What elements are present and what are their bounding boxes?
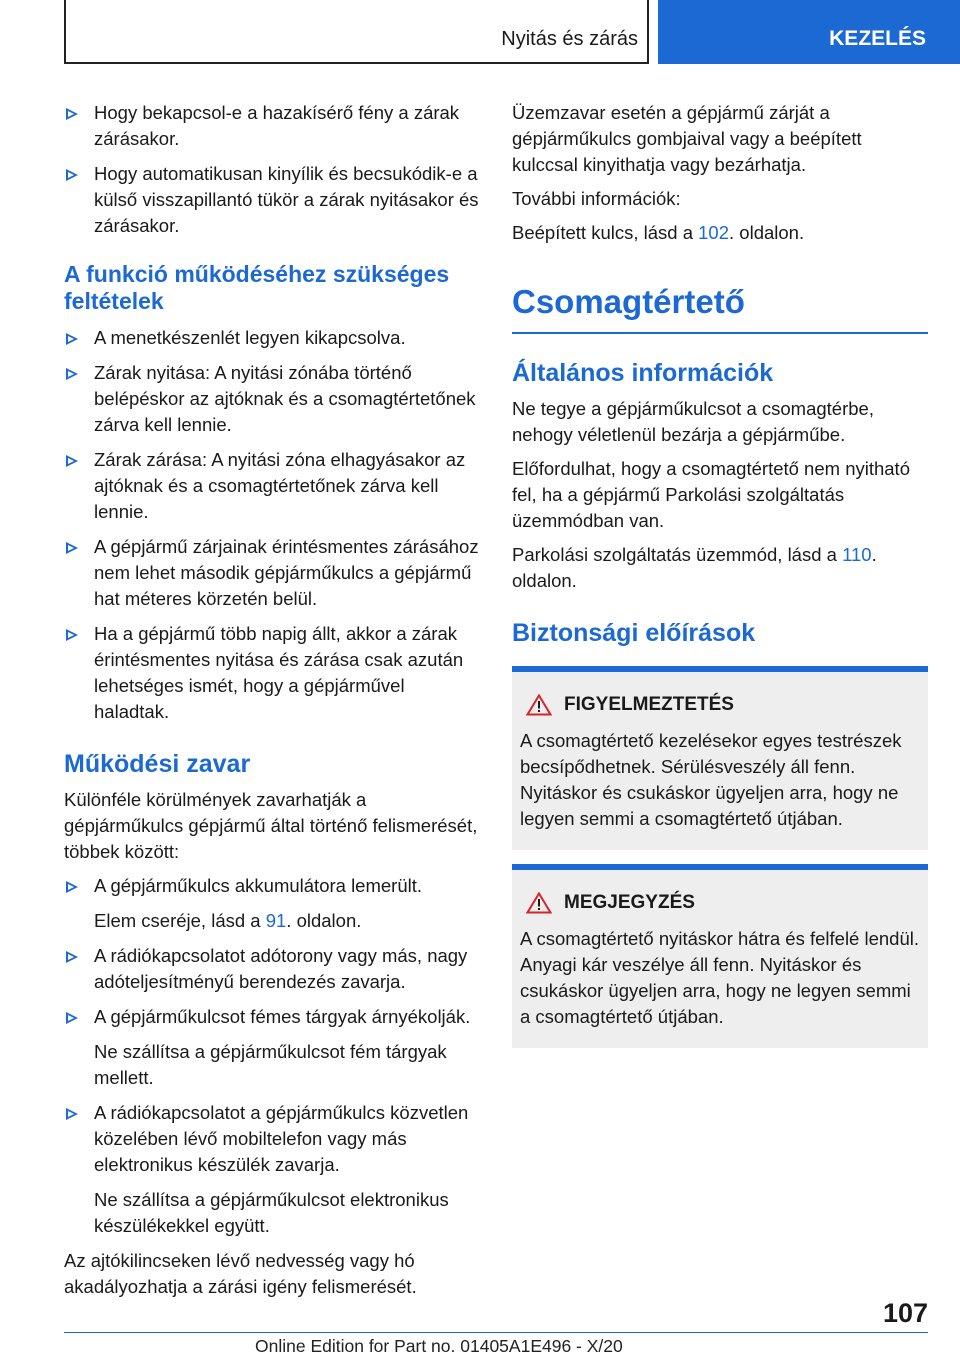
bullet-triangle-icon [66, 542, 78, 554]
list-item: A gépjárműkulcs akkumulátora lemerült. [64, 873, 482, 899]
list-subtext: Ne szállítsa a gépjárműkulcsot fém tárgyak mellett. [94, 1041, 447, 1088]
general-info-heading: Általános információk [512, 359, 774, 387]
warning-box [512, 666, 928, 850]
page-link-110[interactable]: 110 [842, 544, 872, 565]
left-column [64, 100, 482, 1308]
bullet-triangle-icon [66, 1012, 78, 1024]
bullet-triangle-icon [66, 951, 78, 963]
bullet-triangle-icon [66, 368, 78, 380]
header-section-title: Nyitás és zárás [501, 28, 638, 50]
warning-title: FIGYELMEZTETÉS [564, 694, 734, 715]
bullet-triangle-icon [66, 333, 78, 345]
warning-text: A csomagtértető kezelésekor egyes testrészek becsípődhetnek. Sérülésveszély áll fenn. Nyitáskor és csukáskor ügyeljen arra, hogy ne legyen semmi a csomagtértető útjában. [520, 730, 902, 829]
page-link-102[interactable]: 102 [698, 222, 730, 243]
bullet-triangle-icon [66, 108, 78, 120]
list-item: Hogy bekapcsol-e a hazakísérő fény a zárak zárásakor. [64, 100, 482, 152]
fault-heading: Működési zavar [64, 750, 251, 778]
list-item: A menetkészenlét legyen kikapcsolva. [64, 325, 482, 351]
list-item: A rádiókapcsolatot adótorony vagy más, nagy adóteljesítményű berendezés zavarja. [64, 943, 482, 995]
bullet-triangle-icon [66, 455, 78, 467]
footer-edition: Online Edition for Part no. 01405A1E496 - X/20 [255, 1336, 623, 1356]
page-link-91[interactable]: 91 [265, 910, 287, 931]
fault-closing: Az ajtókilincseken lévő nedvesség vagy hó akadályozhatja a zárási igény felismerését. [64, 1250, 417, 1297]
list-item: Hogy automatikusan kinyílik és becsukódik-e a külső visszapillantó tükör a zárak nyitásakor és zárásakor. [64, 161, 482, 239]
valet-mode-ref: Parkolási szolgáltatás üzemmód, lásd a 110. oldalon. [512, 544, 877, 591]
list-subtext: Ne szállítsa a gépjárműkulcsot elektronikus készülékekkel együtt. [94, 1189, 449, 1236]
page-number: 107 [882, 1298, 928, 1328]
more-info-label: További információk: [512, 188, 681, 209]
list-item: A gépjármű zárjainak érintésmentes zárásához nem lehet második gépjárműkulcs a gépjármű hat méteres körzetén belül. [64, 534, 482, 612]
conditions-heading: A funkció működéséhez szükséges feltételek [64, 261, 450, 314]
list-item: Zárak zárása: A nyitási zóna elhagyásakor az ajtóknak és a csomagtértetőnek zárva kell lennie. [64, 447, 482, 525]
list-item: A rádiókapcsolatot a gépjárműkulcs közvetlen közelében lévő mobiltelefon vagy más elektronikus készülék zavarja. [64, 1100, 482, 1178]
list-subtext: Elem cseréje, lásd a 91. oldalon. [94, 910, 362, 931]
warning-triangle-icon [526, 892, 552, 914]
footer-divider [64, 1332, 928, 1333]
chapter-title: Csomagtértető [512, 282, 928, 334]
right-column [512, 100, 928, 1048]
list-item: A gépjárműkulcsot fémes tárgyak árnyékolják. [64, 1004, 482, 1030]
general-paragraph: Előfordulhat, hogy a csomagtértető nem nyitható fel, ha a gépjármű Parkolási szolgáltatás üzemmódban van. [512, 458, 910, 531]
header-chapter-tab: KEZELÉS [658, 0, 960, 64]
note-text: A csomagtértető nyitáskor hátra és felfelé lendül. Anyagi kár veszélye áll fenn. Nyitáskor és csukáskor ügyeljen arra, hogy ne legyen semmi a csomagtértető útjában. [520, 928, 919, 1027]
fault-intro: Különféle körülmények zavarhatják a gépjárműkulcs gépjármű által történő felismerését, többek között: [64, 789, 478, 862]
bullet-triangle-icon [66, 881, 78, 893]
bullet-triangle-icon [66, 629, 78, 641]
warning-triangle-icon [526, 694, 552, 716]
note-title: MEGJEGYZÉS [564, 892, 695, 913]
bullet-triangle-icon [66, 1108, 78, 1120]
integrated-key-ref: Beépített kulcs, lásd a 102. oldalon. [512, 222, 805, 243]
general-paragraph: Ne tegye a gépjárműkulcsot a csomagtérbe, nehogy véletlenül bezárja a gépjárműbe. [512, 398, 874, 445]
list-item: Ha a gépjármű több napig állt, akkor a zárak érintésmentes nyitása és zárása csak azután lehetséges ismét, hogy a gépjárművel haladtak. [64, 621, 482, 725]
bullet-triangle-icon [66, 169, 78, 181]
emergency-paragraph: Üzemzavar esetén a gépjármű zárját a gépjárműkulcs gombjaival vagy a beépített kulccsal kinyithatja vagy bezárhatja. [512, 102, 862, 175]
safety-heading: Biztonsági előírások [512, 619, 756, 647]
list-item: Zárak nyitása: A nyitási zónába történő belépéskor az ajtóknak és a csomagtértetőnek zárva kell lennie. [64, 360, 482, 438]
note-box [512, 864, 928, 1048]
